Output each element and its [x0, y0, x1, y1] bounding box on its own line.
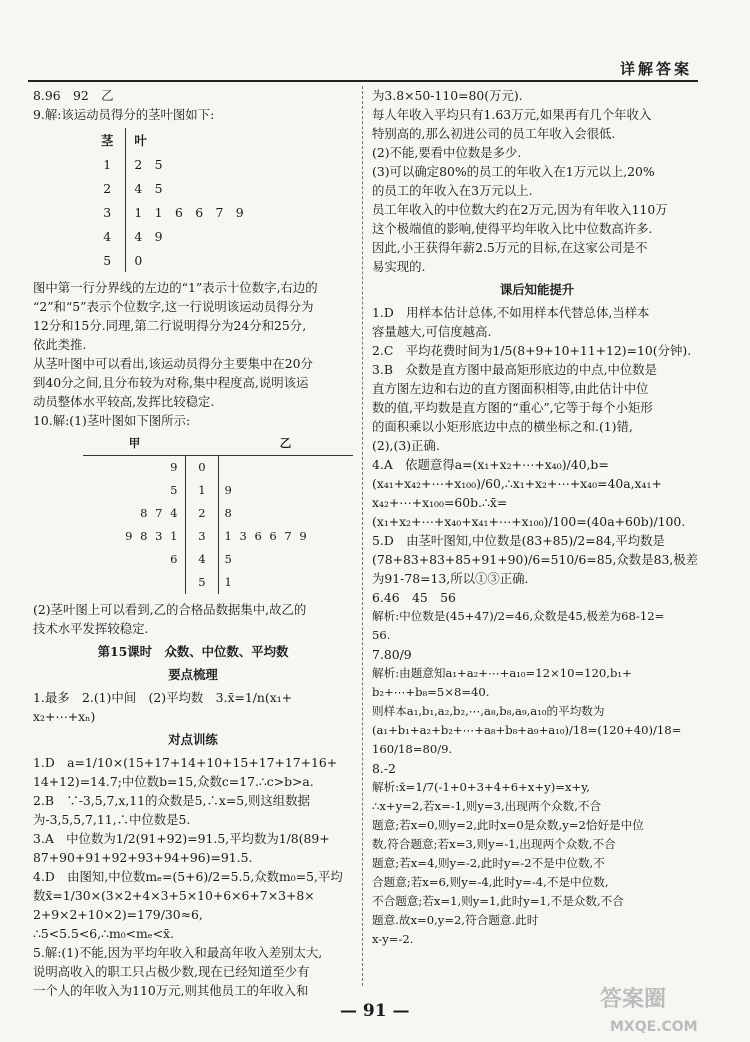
answer-9-line: 从茎叶图中可以看出,该运动员得分主要集中在20分	[33, 356, 313, 371]
answer-10-line: 技术水平发挥较稳定.	[33, 621, 149, 636]
practice-line: 87+90+91+92+93+94+96)=91.5.	[33, 850, 253, 865]
stem: 2	[186, 502, 218, 525]
watermark-url: MXQE.COM	[610, 1019, 698, 1035]
stem: 4	[186, 548, 218, 571]
practice-line: ∴5<5.5<6,∴m₀<mₑ<x̄.	[33, 926, 174, 941]
analysis-8-line: 题意;若x=0,则y=2,此时x=0是众数,y=2恰好是中位	[372, 818, 644, 832]
answer-5-cont: 每人年收入平均只有1.63万元,如果再有几个年收入	[372, 107, 652, 122]
leaves-a: 5	[170, 483, 180, 497]
leaves-b	[218, 456, 353, 480]
answer-9-line: 图中第一行分界线的左边的“1”表示十位数字,右边的	[33, 280, 318, 295]
practice-line: 2.B ∵-3,5,7,x,11的众数是5,∴x=5,则这组数据	[33, 793, 310, 808]
practice-line: 说明高收入的职工只占极少数,现在已经知道至少有	[33, 964, 310, 979]
leaves: 2 5	[134, 156, 163, 172]
answer-9-line: 12分和15分.同理,第二行说明得分为24分和25分,	[33, 318, 307, 333]
stem-leaf-plot-2	[83, 432, 353, 594]
lesson-title: 第15课时 众数、中位数、平均数	[97, 644, 289, 659]
stem-header: 茎	[93, 128, 126, 152]
leaves: 0	[134, 252, 143, 268]
section-key-points: 要点梳理	[168, 667, 218, 682]
analysis-8-line: 合题意;若x=6,则y=-4,此时y=-4,不是中位数,	[372, 875, 609, 889]
answer-5-cont: 易实现的.	[372, 259, 426, 274]
analysis-7-line: b₂+⋯+b₈=5×8=40.	[372, 685, 490, 699]
stem: 1	[93, 152, 126, 176]
after-line: (78+83+83+85+91+90)/6=510/6=85,众数是83,极差	[372, 552, 699, 567]
leaves-a	[83, 571, 186, 594]
analysis-8-line: ∴x+y=2,若x=-1,则y=3,出现两个众数,不合	[372, 799, 602, 813]
answer-5-cont: 特别高的,那么初进公司的员工年收入会很低.	[372, 126, 616, 141]
stem: 5	[186, 571, 218, 594]
right-column	[372, 86, 702, 949]
analysis-7-line: (a₁+b₁+a₂+b₂+⋯+a₈+b₈+a₉+a₁₀)/18=(120+40)/18=	[372, 723, 682, 737]
after-line: 直方图左边和右边的直方图面积相等,由此估计中位	[372, 381, 649, 396]
answer-9-line: “2”和“5”表示个位数字,这一行说明该运动员得分为	[33, 299, 314, 314]
leaves: 1 1 6 6 7 9	[134, 204, 244, 220]
practice-line: 一个人的年收入为110万元,则其他员工的年收入和	[33, 983, 309, 998]
leaves-b: 1	[224, 575, 234, 589]
answer-5-cont: 的员工的年收入在3万元以上.	[372, 183, 533, 198]
after-line: 1.D 用样本估计总体,不如用样本代替总体,当样本	[372, 305, 650, 320]
leaves-b: 9	[224, 483, 234, 497]
practice-line: 数x̄=1/30×(3×2+4×3+5×10+6×6+7×3+8×	[33, 888, 315, 903]
after-line: 5.D 由茎叶图知,中位数是(83+85)/2=84,平均数是	[372, 533, 665, 548]
analysis-8-line: 题意.故x=0,y=2,符合题意.此时	[372, 913, 539, 927]
section-practice: 对点训练	[168, 732, 218, 747]
section-after-class: 课后知能提升	[499, 282, 575, 297]
leaves-a: 8 7 4	[140, 506, 180, 520]
analysis-7-line: 则样本a₁,b₁,a₂,b₂,⋯,a₈,b₈,a₉,a₁₀的平均数为	[372, 704, 605, 718]
answer-9-line: 依此类推.	[33, 337, 87, 352]
practice-line: 为-3,5,5,7,11,∴中位数是5.	[33, 812, 191, 827]
stem: 3	[186, 525, 218, 548]
group-a-header: 甲	[83, 432, 186, 456]
column-divider	[362, 86, 363, 986]
analysis-6-line: 56.	[372, 628, 391, 642]
answer-10-intro: 10.解:(1)茎叶图如下图所示:	[33, 413, 191, 428]
after-line: 为91-78=13,所以①③正确.	[372, 571, 529, 586]
after-line: (2),(3)正确.	[372, 438, 440, 453]
answer-9-line: 到40分之间,且分布较为对称,集中程度高,说明该运	[33, 375, 309, 390]
after-line: 容量越大,可信度越高.	[372, 324, 492, 339]
answer-7: 7.80/9	[372, 647, 412, 662]
analysis-8-line: 不合题意;若x=1,则y=1,此时y=1,不是众数,不合	[372, 894, 624, 908]
after-line: 6.46 45 56	[372, 590, 456, 605]
leaves-b: 1 3 6 6 7 9	[224, 529, 309, 543]
after-line: 3.B 众数是直方图中最高矩形底边的中点,中位数是	[372, 362, 658, 377]
practice-line: 14+12)=14.7;中位数b=15,众数c=17.∴c>b>a.	[33, 774, 314, 789]
stem-leaf-plot-1	[93, 128, 252, 272]
leaves: 4 9	[134, 228, 163, 244]
after-line: (x₄₁+x₄₂+⋯+x₁₀₀)/60,∴x₁+x₂+⋯+x₄₀=40a,x₄₁+	[372, 476, 662, 491]
key-line: x₂+⋯+xₙ)	[33, 709, 96, 724]
analysis-8-line: x-y=-2.	[372, 932, 414, 946]
analysis-6-line: 解析:中位数是(45+47)/2=46,众数是45,极差为68-12=	[372, 609, 665, 623]
after-line: (x₁+x₂+⋯+x₄₀+x₄₁+⋯+x₁₀₀)/100=(40a+60b)/100.	[372, 514, 686, 529]
answer-8: 8.96 92 乙	[33, 88, 114, 103]
analysis-7-line: 160/18=80/9.	[372, 742, 453, 756]
leaves: 4 5	[134, 180, 163, 196]
answer-5-cont: (3)可以确定80%的员工的年收入在1万元以上,20%	[372, 164, 655, 179]
left-column	[33, 86, 353, 1000]
analysis-8-line: 数,符合题意;若x=3,则y=-1,出现两个众数,不合	[372, 837, 616, 851]
answer-5-cont: 这个极端值的影响,使得平均年收入比中位数高许多.	[372, 221, 653, 236]
answer-8-right: 8.-2	[372, 761, 396, 776]
answer-9-line: 动员整体水平较高,发挥比较稳定.	[33, 394, 215, 409]
answer-5-cont: 为3.8×50-110=80(万元).	[372, 88, 523, 103]
analysis-8-line: 解析:x̄=1/7(-1+0+3+4+6+x+y)=x+y,	[372, 780, 590, 794]
leaves-b: 8	[224, 506, 234, 520]
after-line: 4.A 依题意得a=(x₁+x₂+⋯+x₄₀)/40,b=	[372, 457, 609, 472]
practice-line: 1.D a=1/10×(15+17+14+10+15+17+17+16+	[33, 755, 338, 770]
answer-9-intro: 9.解:该运动员得分的茎叶图如下:	[33, 107, 215, 122]
stem: 5	[93, 248, 126, 272]
stem: 4	[93, 224, 126, 248]
after-line: 的面积乘以小矩形底边中点的横坐标之和.(1)错,	[372, 419, 633, 434]
header-rule	[28, 80, 698, 82]
answer-5-cont: 因此,小王获得年薪2.5万元的目标,在这家公司是不	[372, 240, 648, 255]
practice-line: 2+9×2+10×2)=179/30≈6,	[33, 907, 203, 922]
analysis-7-line: 解析:由题意知a₁+a₂+⋯+a₁₀=12×10=120,b₁+	[372, 666, 632, 680]
after-line: 数的值,平均数是直方图的“重心”,它等于每个小矩形	[372, 400, 653, 415]
answer-5-cont: 员工年收入的中位数大约在2万元,因为有年收入110万	[372, 202, 668, 217]
answer-5-cont: (2)不能,要看中位数是多少.	[372, 145, 522, 160]
leaves-b: 5	[224, 552, 234, 566]
stem: 3	[93, 200, 126, 224]
leaves-a: 6	[170, 552, 180, 566]
after-line: 2.C 平均花费时间为1/5(8+9+10+11+12)=10(分钟).	[372, 343, 692, 358]
practice-line: 5.解:(1)不能,因为平均年收入和最高年收入差别太大,	[33, 945, 323, 960]
page-number: — 91 —	[340, 1001, 410, 1021]
header-title: 详解答案	[619, 60, 692, 78]
analysis-8-line: 题意;若x=4,则y=-2,此时y=-2不是中位数,不	[372, 856, 605, 870]
stem: 0	[186, 456, 218, 480]
leaves-a: 9 8 3 1	[125, 529, 180, 543]
practice-line: 3.A 中位数为1/2(91+92)=91.5,平均数为1/8(89+	[33, 831, 330, 846]
after-line: x₄₂+⋯+x₁₀₀=60b.∴x̄=	[372, 495, 508, 510]
practice-line: 4.D 由图知,中位数mₑ=(5+6)/2=5.5,众数m₀=5,平均	[33, 869, 343, 884]
group-b-header: 乙	[218, 432, 353, 456]
leaf-header: 叶	[134, 132, 147, 148]
stem: 1	[186, 479, 218, 502]
leaves-a: 9	[170, 460, 180, 474]
key-line: 1.最多 2.(1)中间 (2)平均数 3.x̄=1/n(x₁+	[33, 690, 293, 705]
stem: 2	[93, 176, 126, 200]
watermark-logo: 答案圈	[600, 987, 667, 1012]
answer-10-line: (2)茎叶图上可以看到,乙的合格品数据集中,故乙的	[33, 602, 307, 617]
